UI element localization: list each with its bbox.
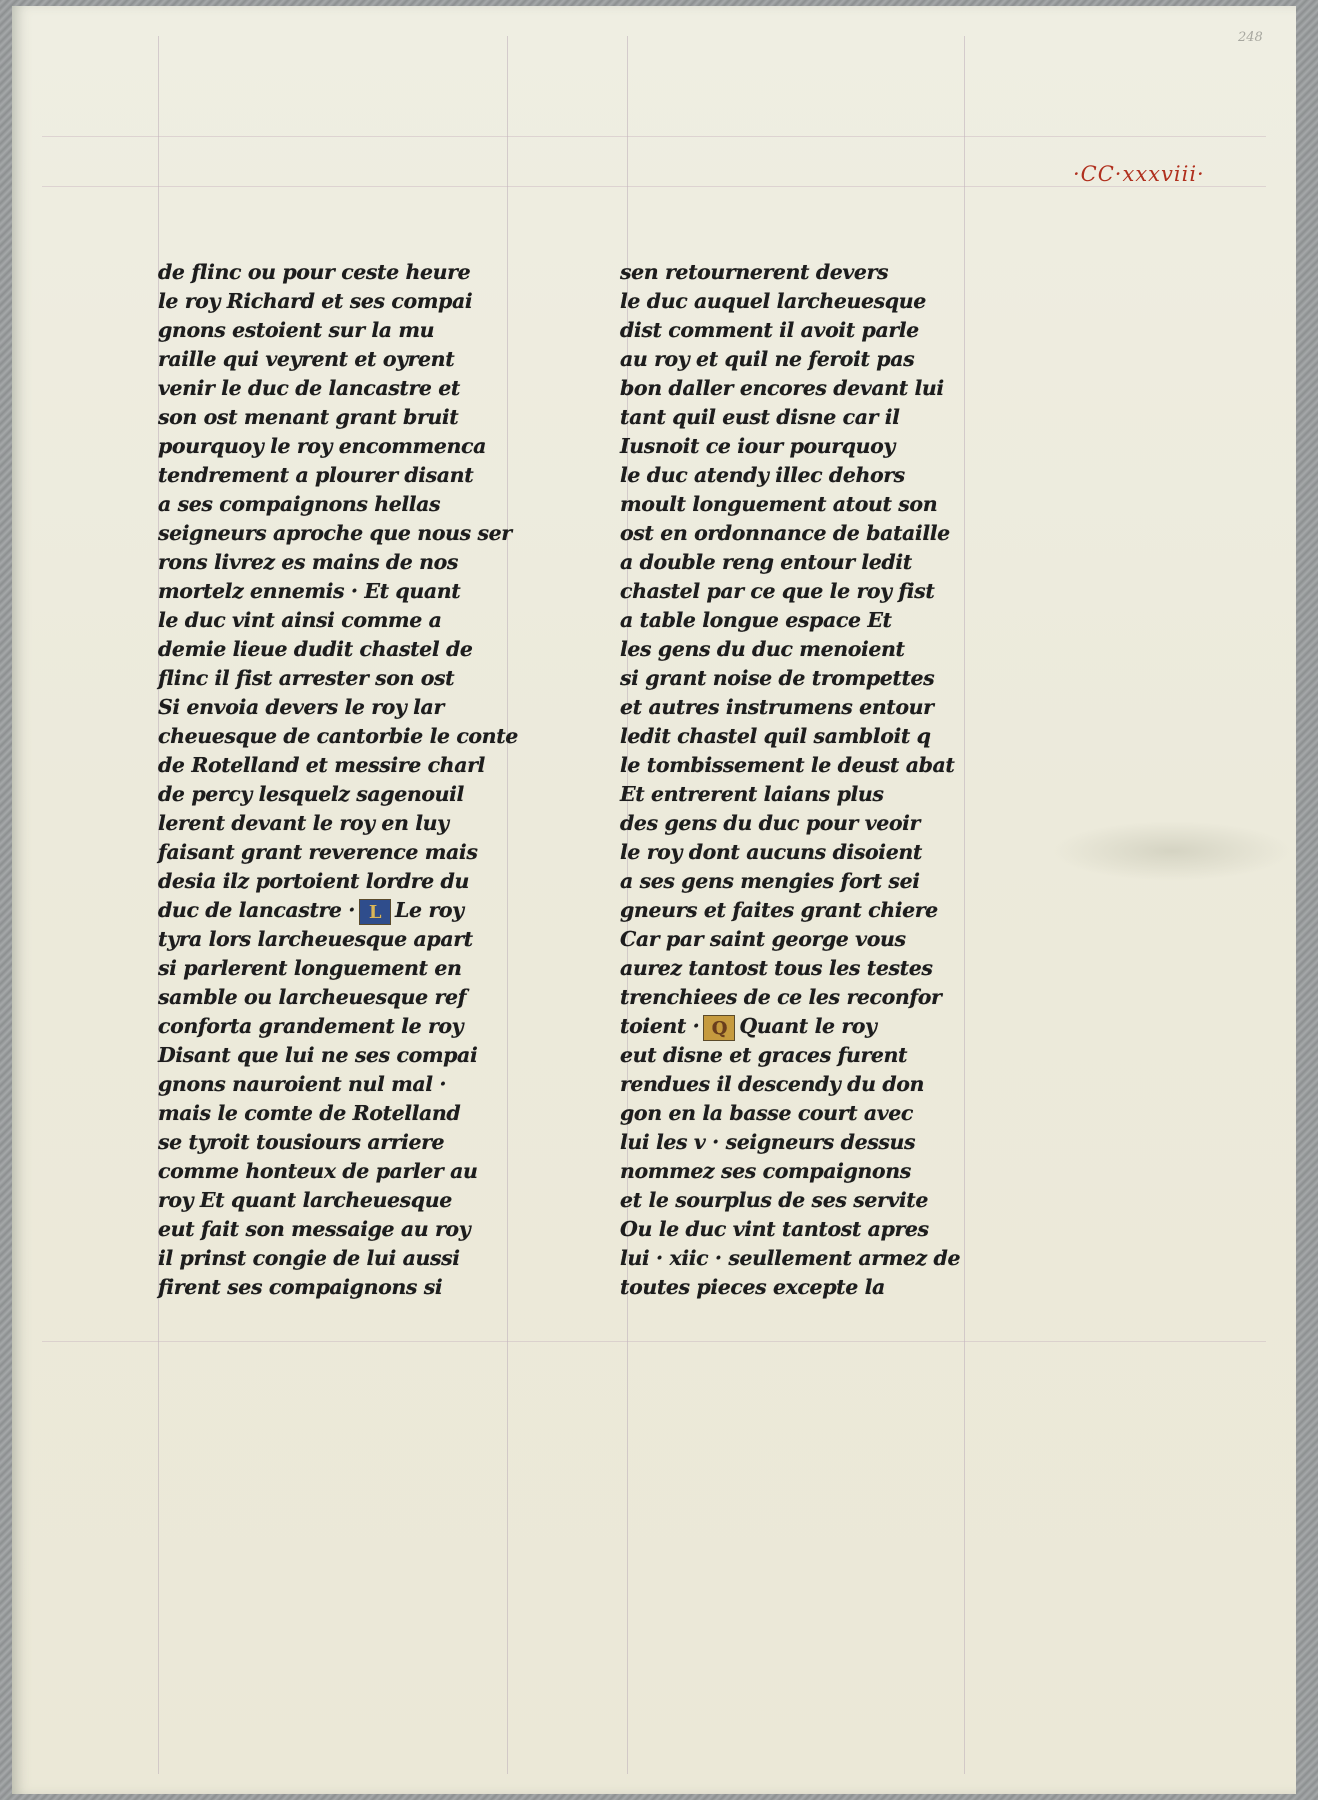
manuscript-line: [620, 954, 1004, 983]
ruling-line: [42, 186, 1266, 187]
manuscript-line: [158, 983, 530, 1012]
line-text: dist comment il avoit parle: [620, 318, 919, 342]
line-text: moult longuement atout son: [620, 492, 938, 516]
text-column-right: [620, 258, 1004, 1302]
line-text: gon en la basse court avec: [620, 1101, 914, 1125]
line-text: des gens du duc pour veoir: [620, 811, 920, 835]
line-text: si grant noise de trompettes: [620, 666, 935, 690]
manuscript-line: [158, 780, 530, 809]
manuscript-line: [620, 809, 1004, 838]
manuscript-line: [158, 664, 530, 693]
manuscript-line: [158, 925, 530, 954]
manuscript-line: [158, 606, 530, 635]
manuscript-line: [620, 461, 1004, 490]
folio-number: 248: [1238, 30, 1263, 45]
manuscript-line: [158, 1215, 530, 1244]
line-text: Si envoia devers le roy lar: [158, 695, 444, 719]
line-text-after-initial: Quant le roy: [739, 1014, 877, 1038]
manuscript-line: [620, 896, 1004, 925]
line-text: chastel par ce que le roy fist: [620, 579, 935, 603]
line-text: ost en ordonnance de bataille: [620, 521, 950, 545]
manuscript-line: [158, 432, 530, 461]
line-text: son ost menant grant bruit: [158, 405, 459, 429]
manuscript-line: [620, 403, 1004, 432]
manuscript-line: [158, 1244, 530, 1273]
line-text: de percy lesquelz sagenouil: [158, 782, 464, 806]
line-text: lui · xiic · seullement armez de: [620, 1246, 961, 1270]
ruling-line: [42, 1341, 1266, 1342]
line-text: toutes pieces excepte la: [620, 1275, 885, 1299]
line-text: lui les v · seigneurs dessus: [620, 1130, 916, 1154]
manuscript-line: [158, 316, 530, 345]
line-text: comme honteux de parler au: [158, 1159, 478, 1183]
line-text: tant quil eust disne car il: [620, 405, 900, 429]
running-head: ·CC·xxxviii·: [1073, 162, 1205, 186]
manuscript-line: [158, 287, 530, 316]
line-text: Car par saint george vous: [620, 927, 906, 951]
line-text: cheuesque de cantorbie le conte: [158, 724, 518, 748]
line-text: gnons nauroient nul mal ·: [158, 1072, 447, 1096]
line-text: a double reng entour ledit: [620, 550, 912, 574]
manuscript-line: [158, 258, 530, 287]
manuscript-line: [620, 838, 1004, 867]
ruling-line: [42, 136, 1266, 137]
line-text: se tyroit tousiours arriere: [158, 1130, 445, 1154]
manuscript-line: [158, 490, 530, 519]
manuscript-line: [620, 1244, 1004, 1273]
line-text: gneurs et faites grant chiere: [620, 898, 938, 922]
manuscript-line: [158, 1070, 530, 1099]
manuscript-line: [620, 1099, 1004, 1128]
line-text: flinc il fist arrester son ost: [158, 666, 455, 690]
line-text: firent ses compaignons si: [158, 1275, 443, 1299]
line-text: les gens du duc menoient: [620, 637, 905, 661]
line-text: Et entrerent laians plus: [620, 782, 884, 806]
manuscript-line: [620, 1070, 1004, 1099]
manuscript-line: [158, 635, 530, 664]
manuscript-line: [620, 722, 1004, 751]
manuscript-line: [620, 1215, 1004, 1244]
manuscript-line: [158, 461, 530, 490]
manuscript-line: [158, 867, 530, 896]
line-text: aurez tantost tous les testes: [620, 956, 933, 980]
line-text: sen retournerent devers: [620, 260, 889, 284]
line-text: seigneurs aproche que nous ser: [158, 521, 512, 545]
manuscript-line: [158, 809, 530, 838]
manuscript-line: [620, 345, 1004, 374]
line-text: trenchiees de ce les reconfor: [620, 985, 942, 1009]
line-text: Ou le duc vint tantost apres: [620, 1217, 929, 1241]
manuscript-line: [620, 316, 1004, 345]
line-text: si parlerent longuement en: [158, 956, 462, 980]
line-text: toient ·: [620, 1014, 700, 1038]
manuscript-line: [620, 1273, 1004, 1302]
manuscript-line: [158, 548, 530, 577]
manuscript-line: [158, 751, 530, 780]
manuscript-line: [158, 577, 530, 606]
line-text: et le sourplus de ses servite: [620, 1188, 929, 1212]
manuscript-line: [620, 664, 1004, 693]
line-text: mais le comte de Rotelland: [158, 1101, 461, 1125]
line-text: raille qui veyrent et oyrent: [158, 347, 455, 371]
manuscript-line: [620, 693, 1004, 722]
line-text: le duc atendy illec dehors: [620, 463, 905, 487]
manuscript-line: [158, 693, 530, 722]
line-text: nommez ses compaignons: [620, 1159, 911, 1183]
line-text: le duc auquel larcheuesque: [620, 289, 926, 313]
manuscript-line: [620, 925, 1004, 954]
manuscript-line: [620, 606, 1004, 635]
manuscript-line: [620, 751, 1004, 780]
line-text: pourquoy le roy encommenca: [158, 434, 486, 458]
line-text-after-initial: Le roy: [395, 898, 464, 922]
line-text: le duc vint ainsi comme a: [158, 608, 442, 632]
manuscript-line: [620, 635, 1004, 664]
manuscript-line: [620, 867, 1004, 896]
illuminated-initial: L: [359, 899, 391, 925]
manuscript-line: [620, 374, 1004, 403]
line-text: duc de lancastre ·: [158, 898, 356, 922]
manuscript-line: [158, 1041, 530, 1070]
manuscript-line: [158, 722, 530, 751]
line-text: le tombissement le deust abat: [620, 753, 955, 777]
manuscript-line: [158, 954, 530, 983]
parchment-stain: [1052, 821, 1292, 881]
line-text: lerent devant le roy en luy: [158, 811, 449, 835]
manuscript-line: [620, 432, 1004, 461]
manuscript-line: [620, 287, 1004, 316]
line-text: Iusnoit ce iour pourquoy: [620, 434, 895, 458]
text-column-left: [158, 258, 530, 1302]
manuscript-line: [620, 1041, 1004, 1070]
manuscript-line: [158, 519, 530, 548]
manuscript-line: [620, 519, 1004, 548]
manuscript-line: [620, 1128, 1004, 1157]
manuscript-line: [158, 403, 530, 432]
line-text: a ses compaignons hellas: [158, 492, 441, 516]
line-text: demie lieue dudit chastel de: [158, 637, 473, 661]
line-text: de Rotelland et messire charl: [158, 753, 485, 777]
manuscript-line: [620, 577, 1004, 606]
manuscript-line: [158, 1186, 530, 1215]
line-text: roy Et quant larcheuesque: [158, 1188, 452, 1212]
line-text: de flinc ou pour ceste heure: [158, 260, 471, 284]
line-text: le roy dont aucuns disoient: [620, 840, 922, 864]
line-text: tendrement a plourer disant: [158, 463, 474, 487]
manuscript-line: [620, 1012, 1004, 1041]
line-text: il prinst congie de lui aussi: [158, 1246, 460, 1270]
line-text: venir le duc de lancastre et: [158, 376, 460, 400]
manuscript-line: [158, 1012, 530, 1041]
line-text: rendues il descendy du don: [620, 1072, 925, 1096]
line-text: eut disne et graces furent: [620, 1043, 908, 1067]
manuscript-line: [158, 1099, 530, 1128]
manuscript-line: [620, 1157, 1004, 1186]
manuscript-line: [620, 490, 1004, 519]
manuscript-line: [158, 1157, 530, 1186]
manuscript-line: [158, 838, 530, 867]
line-text: a table longue espace Et: [620, 608, 892, 632]
manuscript-line: [158, 374, 530, 403]
line-text: ledit chastel quil sambloit q: [620, 724, 931, 748]
line-text: et autres instrumens entour: [620, 695, 934, 719]
manuscript-line: [620, 548, 1004, 577]
manuscript-line: [158, 1273, 530, 1302]
line-text: rons livrez es mains de nos: [158, 550, 459, 574]
manuscript-line: [620, 983, 1004, 1012]
line-text: tyra lors larcheuesque apart: [158, 927, 473, 951]
manuscript-line: [620, 258, 1004, 287]
line-text: gnons estoient sur la mu: [158, 318, 435, 342]
line-text: mortelz ennemis · Et quant: [158, 579, 461, 603]
line-text: Disant que lui ne ses compai: [158, 1043, 478, 1067]
manuscript-line: [620, 1186, 1004, 1215]
manuscript-line: [620, 780, 1004, 809]
manuscript-line: [158, 896, 530, 925]
line-text: a ses gens mengies fort sei: [620, 869, 920, 893]
line-text: conforta grandement le roy: [158, 1014, 464, 1038]
illuminated-initial: Q: [703, 1015, 735, 1041]
line-text: bon daller encores devant lui: [620, 376, 944, 400]
manuscript-line: [158, 345, 530, 374]
line-text: eut fait son messaige au roy: [158, 1217, 471, 1241]
line-text: le roy Richard et ses compai: [158, 289, 473, 313]
line-text: desia ilz portoient lordre du: [158, 869, 469, 893]
line-text: samble ou larcheuesque ref: [158, 985, 467, 1009]
manuscript-line: [158, 1128, 530, 1157]
line-text: faisant grant reverence mais: [158, 840, 478, 864]
line-text: au roy et quil ne feroit pas: [620, 347, 915, 371]
